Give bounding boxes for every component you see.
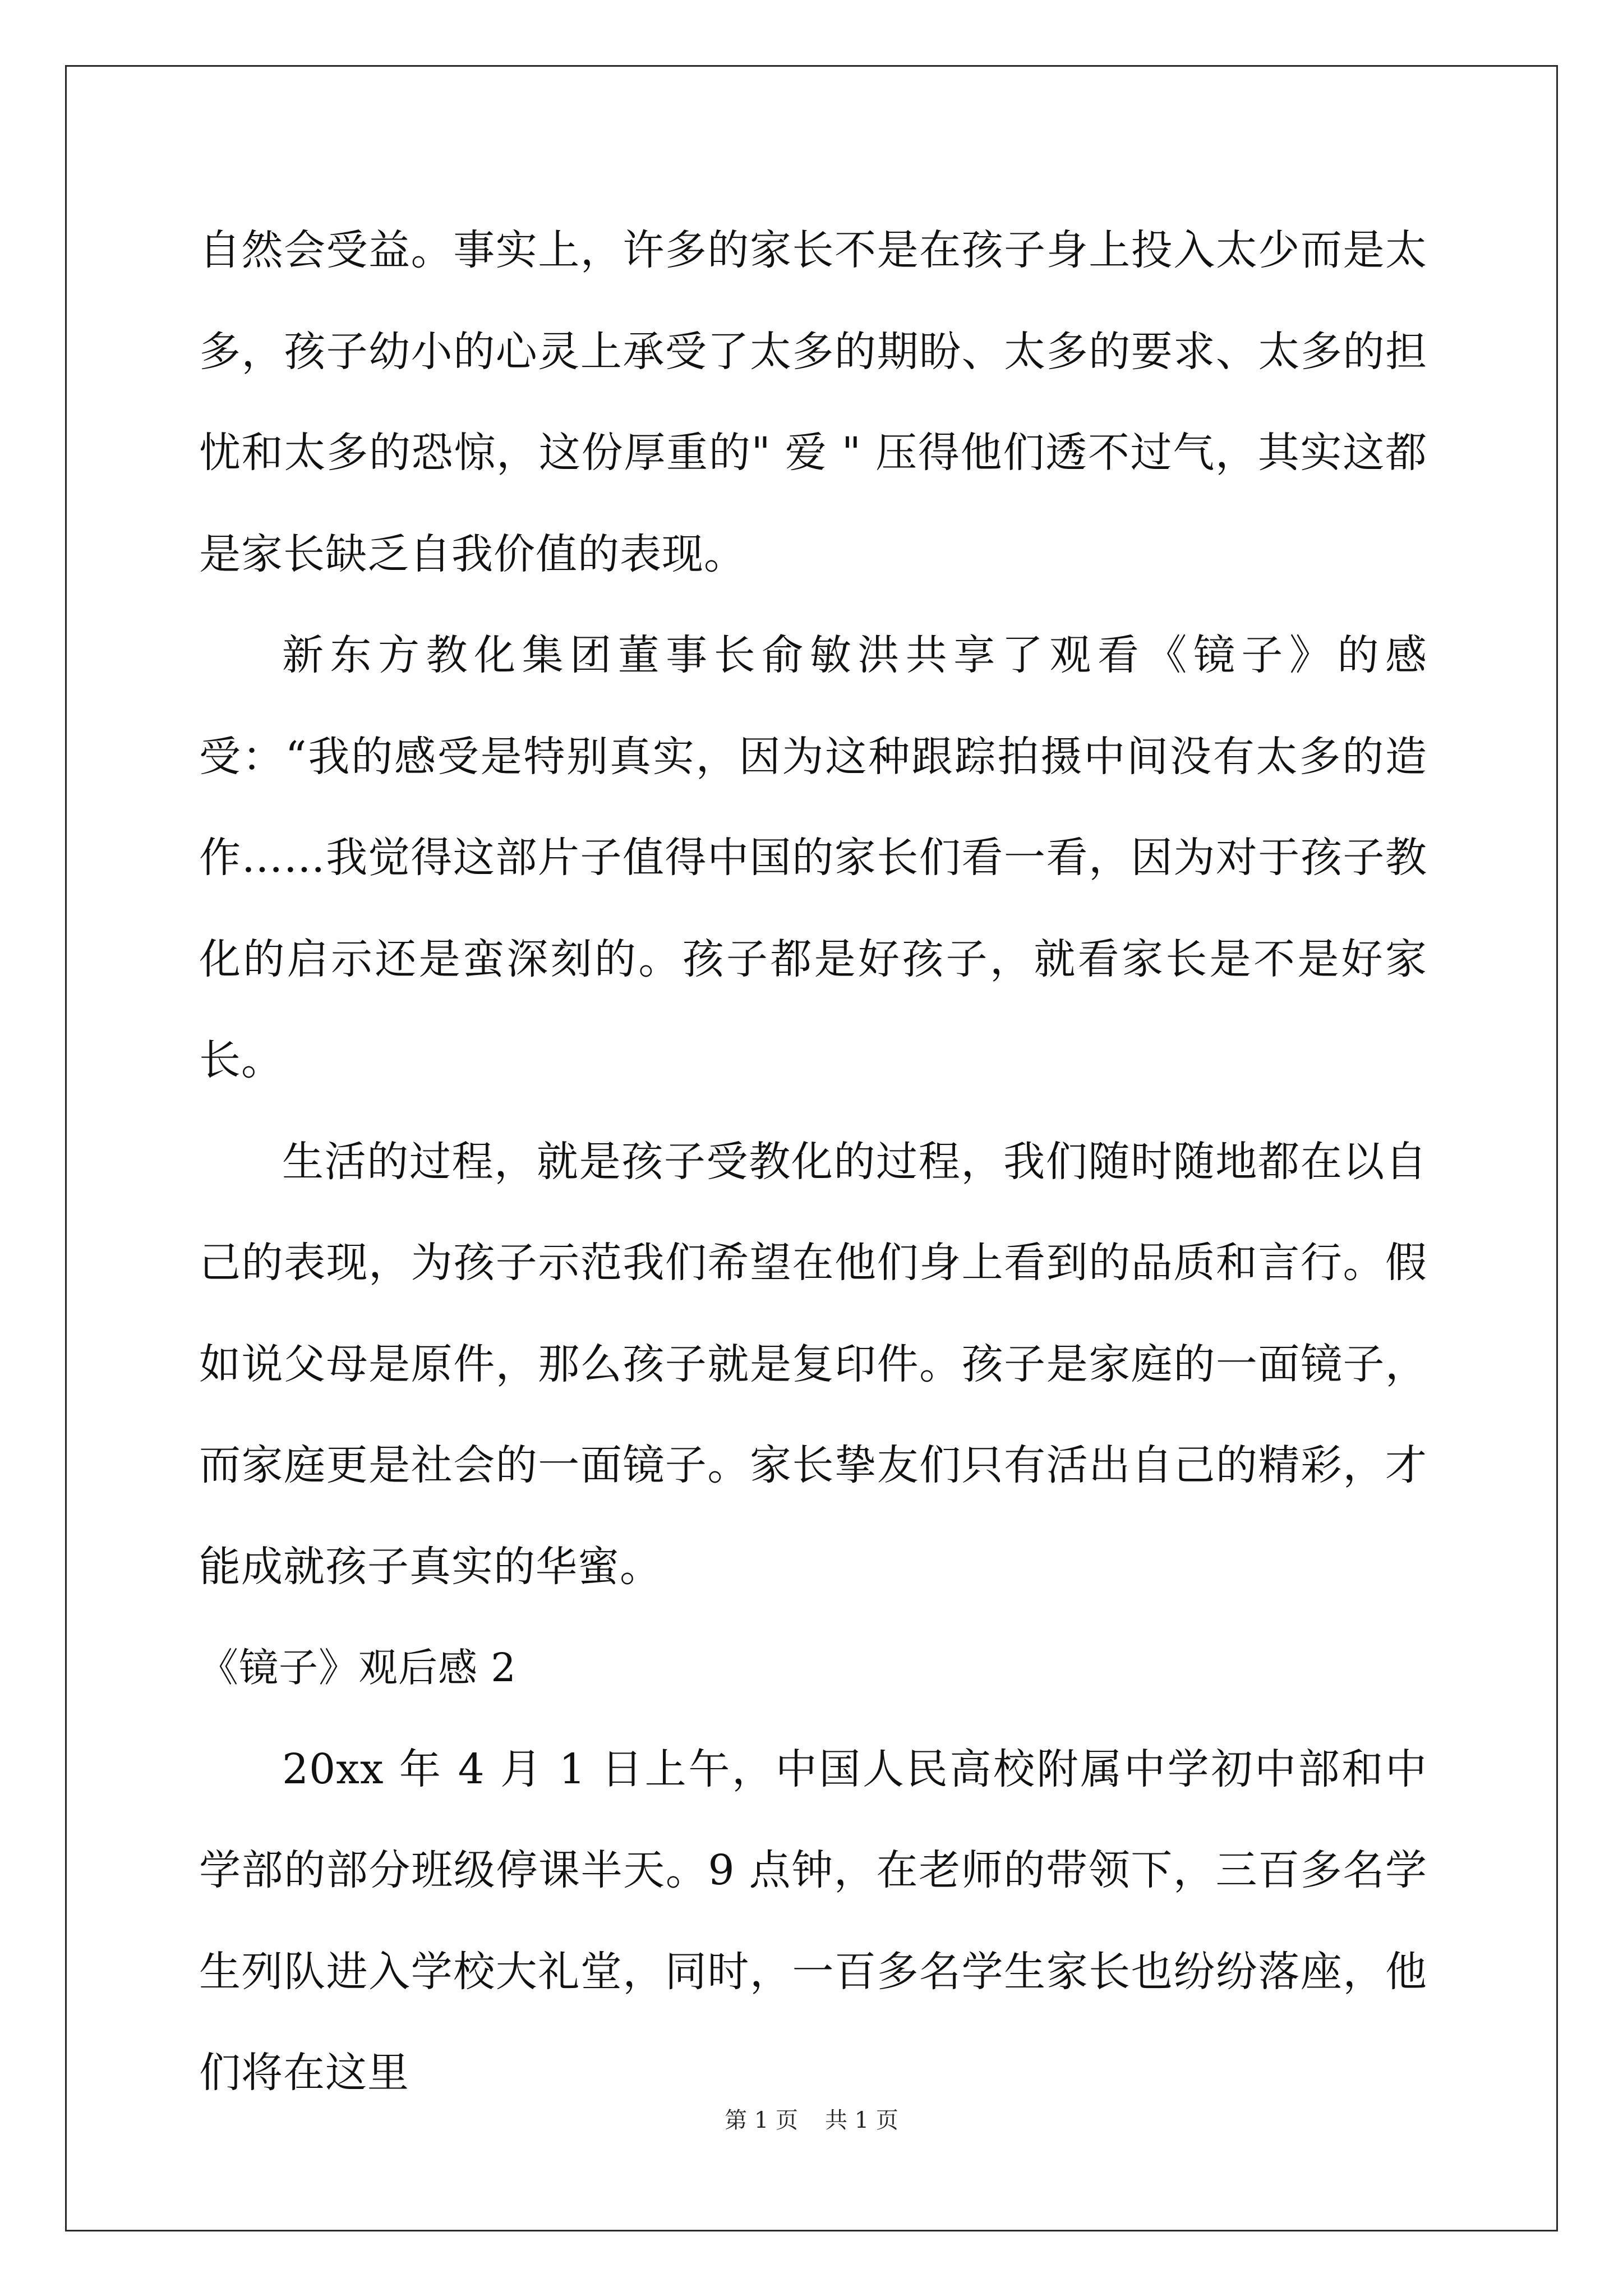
paragraph-yu-minhong-quote: 新东方教化集团董事长俞敏洪共享了观看《镜子》的感受：“我的感受是特别真实，因为这种跟踪拍摄中间没有太多的造作……我觉得这部片子值得中国的家长们看一看，因为对于孩子教化的启示还是蛮深刻的。孩子都是好孩子，就看家长是不是好家长。 [199,631,1427,1084]
paragraph-section-2: 20xx 年 4 月 1 日上午，中国人民高校附属中学初中部和中学部的部分班级停课半天。9 点钟，在老师的带领下，三百多名学生列队进入学校大礼堂，同时，一百多名学生家长也纷纷落座，他们将在这里 [199,1745,1427,2097]
page-total: 共 1 页 [825,2108,898,2133]
page-footer [0,2104,1623,2137]
page-number: 第 1 页 [725,2108,798,2133]
section-title: 《镜子》观后感 2 [199,1645,517,1691]
paragraph-continuation: 自然会受益。事实上，许多的家长不是在孩子身上投入太少而是太多，孩子幼小的心灵上承受了太多的期盼、太多的要求、太多的担忧和太多的恐惊，这份厚重的" 爱 " 压得他们透不过气，其实这都是家长缺乏自我价值的表现。 [199,226,1427,578]
document-body [199,200,1427,2124]
paragraph-life-process: 生活的过程，就是孩子受教化的过程，我们随时随地都在以自己的表现，为孩子示范我们希望在他们身上看到的品质和言行。假如说父母是原件，那么孩子就是复印件。孩子是家庭的一面镜子，而家庭更是社会的一面镜子。家长挚友们只有活出自己的精彩，才能成就孩子真实的华蜜。 [199,1137,1427,1591]
